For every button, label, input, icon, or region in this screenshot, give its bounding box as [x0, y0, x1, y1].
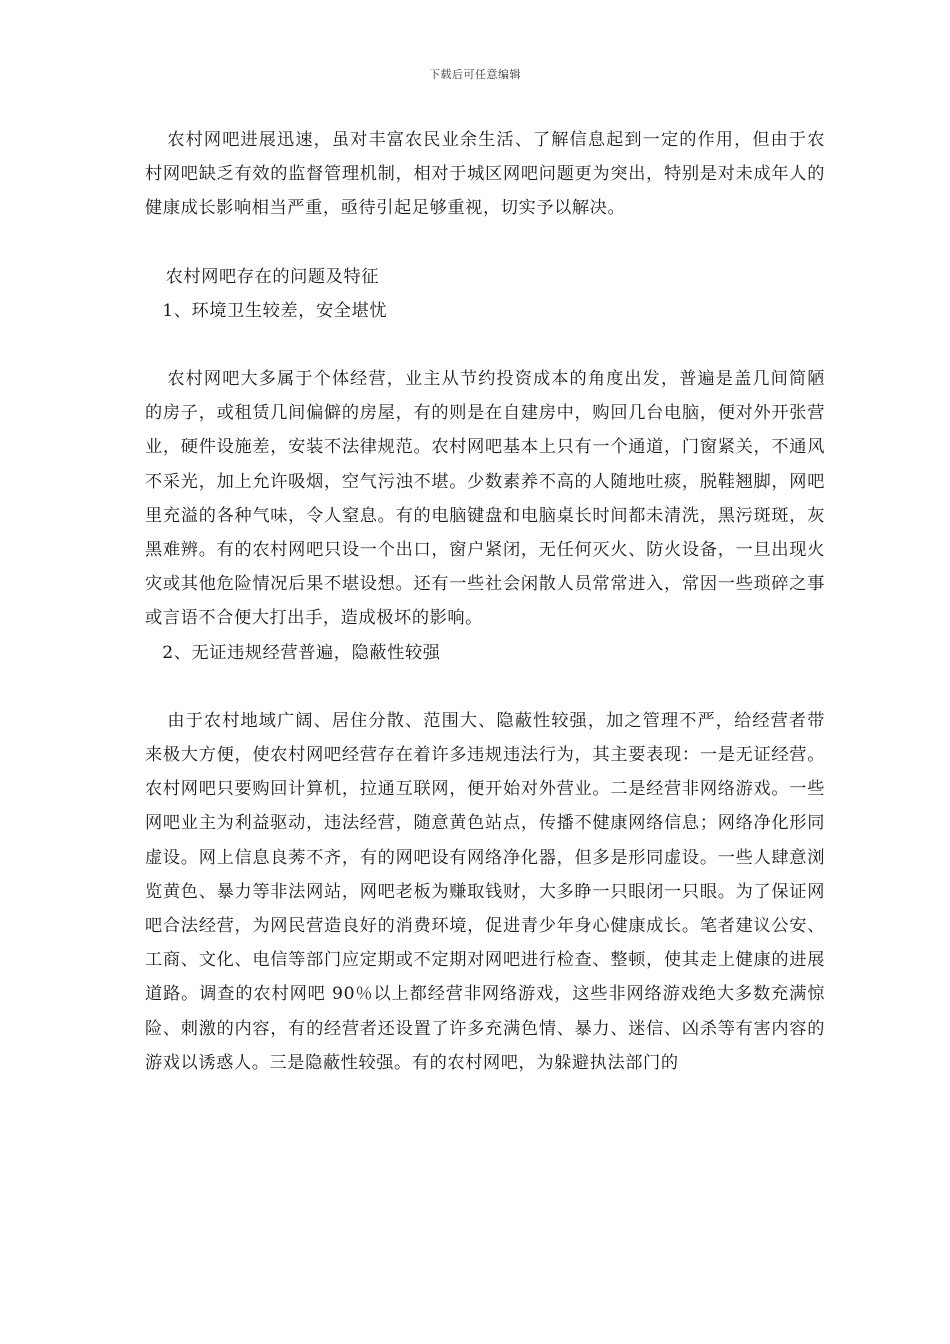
- paragraph-gap: [145, 670, 825, 704]
- paragraph-gap: [145, 328, 825, 362]
- paragraph-gap: [145, 226, 825, 260]
- document-body: [145, 123, 825, 1080]
- paragraph-environment: 农村网吧大多属于个体经营，业主从节约投资成本的角度出发，普遍是盖几间简陋的房子，或租赁几间偏僻的房屋，有的则是在自建房中，购回几台电脑，便对外开张营业，硬件设施差，安装不法律规范。农村网吧基本上只有一个通道，门窗紧关，不通风不采光，加上允许吸烟，空气污浊不堪。少数素养不高的人随地吐痰，脱鞋翘脚，网吧里充溢的各种气味，令人窒息。有的电脑键盘和电脑桌长时间都未清洗，黑污斑斑，灰黑难辨。有的农村网吧只设一个出口，窗户紧闭，无任何灭火、防火设备，一旦出现火灾或其他危险情况后果不堪设想。还有一些社会闲散人员常常进入，常因一些琐碎之事或言语不合便大打出手，造成极坏的影响。: [145, 369, 825, 629]
- paragraph-unlicensed: 由于农村地域广阔、居住分散、范围大、隐蔽性较强，加之管理不严，给经营者带来极大方便，使农村网吧经营存在着许多违规违法行为，其主要表现：一是无证经营。农村网吧只要购回计算机，拉通互联网，便开始对外营业。二是经营非网络游戏。一些网吧业主为利益驱动，违法经营，随意黄色站点，传播不健康网络信息；网络净化形同虚设。网上信息良莠不齐，有的网吧设有网络净化器，但多是形同虚设。一些人肆意浏览黄色、暴力等非法网站，网吧老板为赚取钱财，大多睁一只眼闭一只眼。为了保证网吧合法经营，为网民营造良好的消费环境，促进青少年身心健康成长。笔者建议公安、工商、文化、电信等部门应定期或不定期对网吧进行检查、整顿，使其走上健康的进展道路。调查的农村网吧 90％以上都经营非网络游戏，这些非网络游戏绝大多数充满惊险、刺激的内容，有的经营者还设置了许多充满色情、暴力、迷信、凶杀等有害内容的游戏以诱惑人。三是隐蔽性较强。有的农村网吧，为躲避执法部门的: [145, 710, 825, 1073]
- paragraph-intro: 农村网吧进展迅速，虽对丰富农民业余生活、了解信息起到一定的作用，但由于农村网吧缺乏有效的监督管理机制，相对于城区网吧问题更为突出，特别是对未成年人的健康成长影响相当严重，亟待引起足够重视，切实予以解决。: [145, 130, 825, 219]
- header-note: 下载后可任意编辑: [429, 68, 521, 81]
- item-1-title: 1、环境卫生较差，安全堪忧: [162, 300, 388, 321]
- section-title: 农村网吧存在的问题及特征: [165, 266, 380, 287]
- item-2-title: 2、无证违规经营普遍，隐蔽性较强: [162, 642, 441, 663]
